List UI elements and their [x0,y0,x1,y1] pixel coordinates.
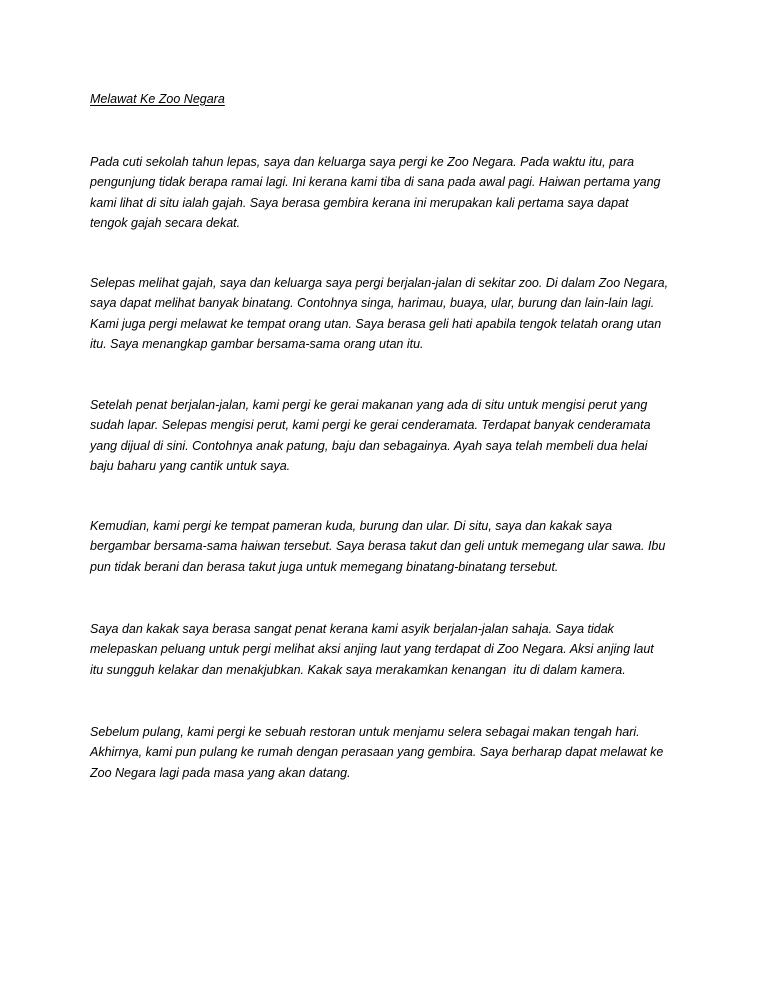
paragraph-line: Zoo Negara lagi pada masa yang akan datang. [90,765,351,780]
paragraph-line: Pada cuti sekolah tahun lepas, saya dan keluarga saya pergi ke Zoo Negara. Pada waktu itu, para [90,155,635,169]
paragraph-line: Kemudian, kami pergi ke tempat pameran kuda, burung dan ular. Di situ, saya dan kakak saya [90,519,613,533]
paragraph-line: baju baharu yang cantik untuk saya. [90,458,291,473]
paragraph-line: itu. Saya menangkap gambar bersama-sama orang utan itu. [90,336,424,351]
paragraph-line: yang dijual di sini. Contohnya anak patung, baju dan sebagainya. Ayah saya telah membeli dua helai [90,438,648,453]
paragraph-line: Setelah penat berjalan-jalan, kami pergi ke gerai makanan yang ada di situ untuk mengisi perut yang [90,398,648,412]
paragraph-line: pun tidak berani dan berasa takut juga untuk memegang binatang-binatang tersebut. [90,559,559,574]
paragraph-line: Saya dan kakak saya berasa sangat penat kerana kami asyik berjalan-jalan sahaja. Saya tidak [90,622,614,636]
paragraph-6 [90,722,663,783]
paragraph-line: pengunjung tidak berapa ramai lagi. Ini kerana kami tiba di sana pada awal pagi. Haiwan pertama yang [90,175,661,190]
paragraph-line: Kami juga pergi melawat ke tempat orang utan. Saya berasa geli hati apabila tengok telatah orang utan [90,316,662,331]
paragraph-2 [90,273,668,354]
paragraph-line: Akhirnya, kami pun pulang ke rumah dengan perasaan yang gembira. Saya berharap dapat melawat ke [90,745,664,760]
paragraph-3 [90,395,651,476]
paragraph-line: tengok gajah secara dekat. [90,215,241,230]
paragraph-4 [90,516,665,577]
document-title: Melawat Ke Zoo Negara [90,92,225,106]
paragraph-line: bergambar bersama-sama haiwan tersebut. Saya berasa takut dan geli untuk memegang ular sawa. Ibu [90,539,666,554]
paragraph-5 [90,619,654,680]
paragraph-line: melepaskan peluang untuk pergi melihat aksi anjing laut yang terdapat di Zoo Negara. Aksi anjing laut [90,642,654,657]
paragraph-line: Sebelum pulang, kami pergi ke sebuah restoran untuk menjamu selera sebagai makan tengah hari. [90,725,640,739]
paragraph-line: kami lihat di situ ialah gajah. Saya berasa gembira kerana ini merupakan kali pertama saya dapat [90,195,629,210]
paragraph-line: itu sungguh kelakar dan menakjubkan. Kakak saya merakamkan kenangan itu di dalam kamera. [90,662,626,677]
paragraph-line: saya dapat melihat banyak binatang. Contohnya singa, harimau, buaya, ular, burung dan lain-lain lagi. [90,296,655,311]
paragraph-1 [90,152,661,233]
paragraph-line: sudah lapar. Selepas mengisi perut, kami pergi ke gerai cenderamata. Terdapat banyak cenderamata [90,418,651,433]
paragraph-line: Selepas melihat gajah, saya dan keluarga saya pergi berjalan-jalan di sekitar zoo. Di dalam Zoo Negara, [90,276,669,290]
